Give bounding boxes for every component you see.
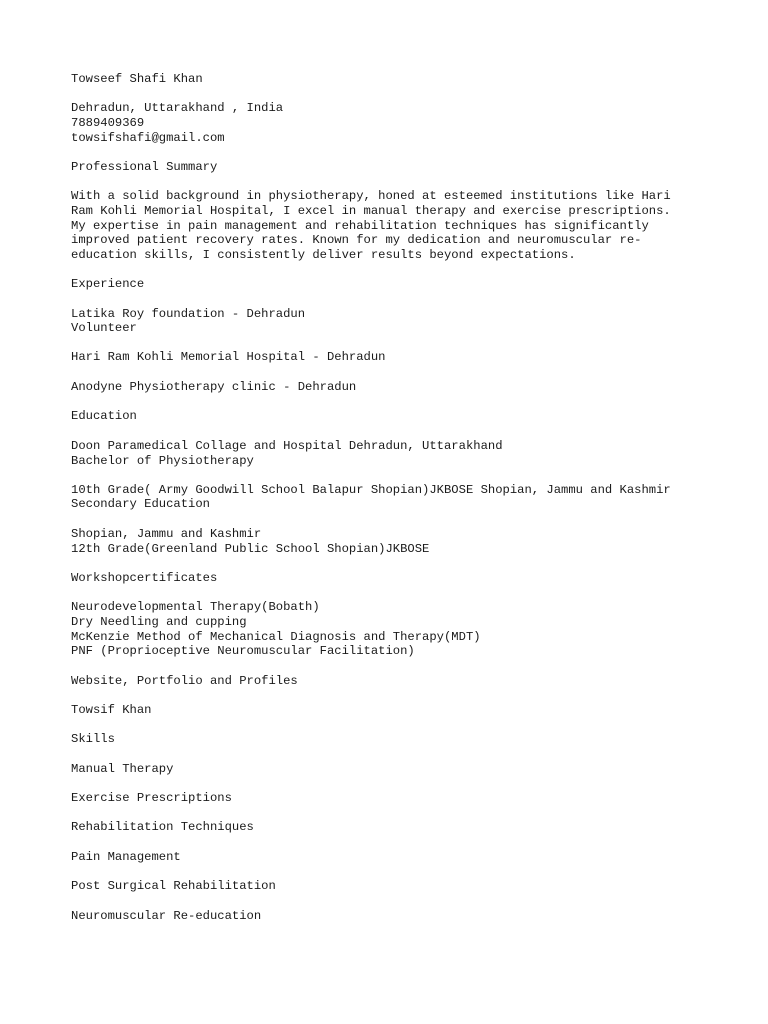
- candidate-name: Towseef Shafi Khan: [71, 72, 203, 86]
- experience-org: Hari Ram Kohli Memorial Hospital - Dehradun: [71, 350, 386, 364]
- education-line: 12th Grade(Greenland Public School Shopian)JKBOSE: [71, 542, 430, 556]
- skill-item: Post Surgical Rehabilitation: [71, 879, 276, 893]
- profile-item: Towsif Khan: [71, 703, 152, 717]
- workshops-heading: Workshopcertificates: [71, 571, 218, 585]
- workshop-item: McKenzie Method of Mechanical Diagnosis and Therapy(MDT): [71, 630, 481, 644]
- workshop-item: Dry Needling and cupping: [71, 615, 247, 629]
- education-line: 10th Grade( Army Goodwill School Balapur Shopian)JKBOSE Shopian, Jammu and Kashmir: [71, 483, 671, 497]
- experience-role: Volunteer: [71, 321, 137, 335]
- education-line: Shopian, Jammu and Kashmir: [71, 527, 262, 541]
- skills-heading: Skills: [71, 732, 115, 746]
- education-line: Doon Paramedical Collage and Hospital Dehradun, Uttarakhand: [71, 439, 503, 453]
- summary-line: Ram Kohli Memorial Hospital, I excel in manual therapy and exercise prescriptions.: [71, 204, 671, 218]
- summary-line: education skills, I consistently deliver results beyond expectations.: [71, 248, 576, 262]
- summary-line: improved patient recovery rates. Known for my dedication and neuromuscular re-: [71, 233, 642, 247]
- experience-org: Latika Roy foundation - Dehradun: [71, 307, 306, 321]
- education-line: Secondary Education: [71, 497, 210, 511]
- summary-line: With a solid background in physiotherapy, honed at esteemed institutions like Hari: [71, 189, 671, 203]
- contact-location: Dehradun, Uttarakhand , India: [71, 101, 284, 115]
- experience-org: Anodyne Physiotherapy clinic - Dehradun: [71, 380, 357, 394]
- skill-item: Pain Management: [71, 850, 181, 864]
- profiles-heading: Website, Portfolio and Profiles: [71, 674, 298, 688]
- skill-item: Neuromuscular Re-education: [71, 909, 262, 923]
- skill-item: Manual Therapy: [71, 762, 174, 776]
- education-heading: Education: [71, 409, 137, 423]
- experience-heading: Experience: [71, 277, 145, 291]
- skill-item: Rehabilitation Techniques: [71, 820, 254, 834]
- summary-line: My expertise in pain management and rehabilitation techniques has significantly: [71, 219, 649, 233]
- contact-phone: 7889409369: [71, 116, 145, 130]
- workshop-item: PNF (Proprioceptive Neuromuscular Facilitation): [71, 644, 415, 658]
- education-line: Bachelor of Physiotherapy: [71, 454, 254, 468]
- skill-item: Exercise Prescriptions: [71, 791, 232, 805]
- summary-heading: Professional Summary: [71, 160, 218, 174]
- workshop-item: Neurodevelopmental Therapy(Bobath): [71, 600, 320, 614]
- contact-email: towsifshafi@gmail.com: [71, 131, 225, 145]
